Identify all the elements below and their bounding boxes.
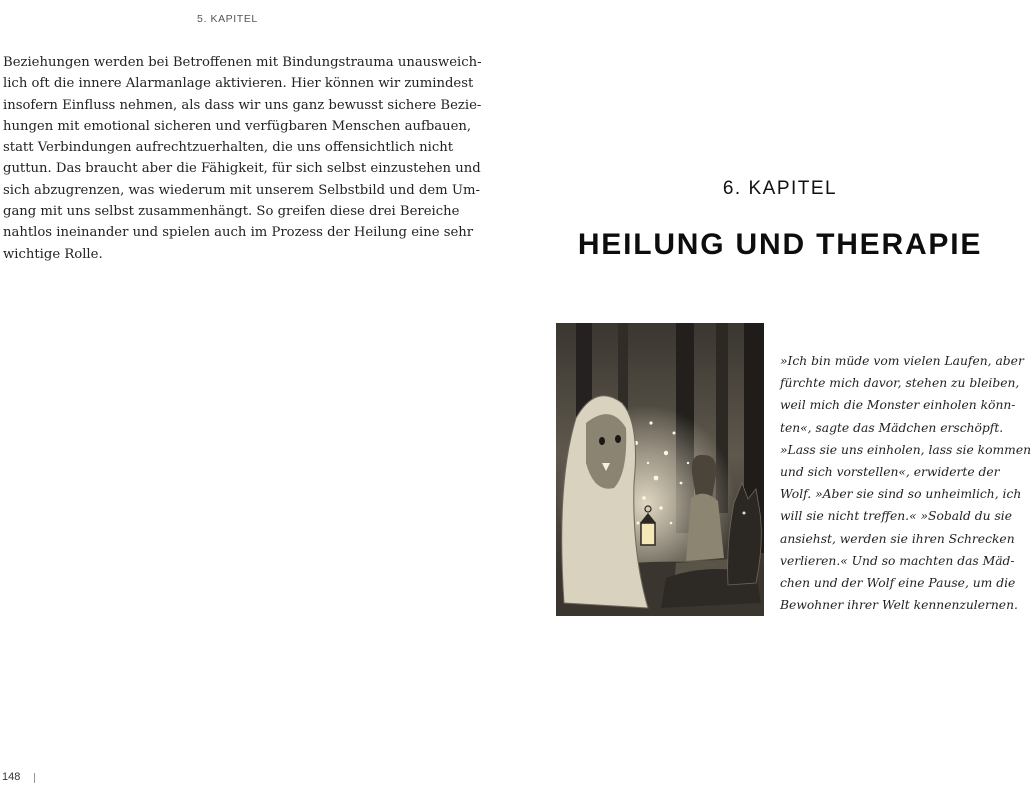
body-line: nahtlos ineinander und spielen auch im Prozess der Heilung eine sehr — [3, 225, 474, 241]
quote-line: Bewohner ihrer Welt kennenzulernen. — [780, 598, 1018, 613]
body-line: gang mit uns selbst zusammenhängt. So greifen diese drei Bereiche — [3, 204, 460, 220]
quote-line: verlieren.« Und so machten das Mäd- — [780, 553, 1015, 568]
quote-line: »Lass sie uns einholen, lass sie kommen — [780, 442, 1031, 457]
quote-line: Wolf. »Aber sie sind so unheimlich, ich — [780, 487, 1022, 502]
quote-line: weil mich die Monster einholen könn- — [780, 398, 1016, 413]
quote-line: ansiehst, werden sie ihren Schrecken — [780, 531, 1015, 546]
body-line: Beziehungen werden bei Betroffenen mit Bindungstrauma unausweich- — [3, 55, 482, 70]
chapter-label: 6. KAPITEL — [722, 178, 838, 199]
quote-line: will sie nicht treffen.« »Sobald du sie — [780, 509, 1013, 524]
quote-line: fürchte mich davor, stehen zu bleiben, — [780, 376, 1020, 391]
quote-line: ten«, sagte das Mädchen erschöpft. — [780, 420, 1004, 435]
body-line: statt Verbindungen aufrechtzuerhalten, die uns offensichtlich nicht — [3, 140, 454, 156]
running-head: 5. KAPITEL — [197, 13, 258, 25]
page-number-divider — [34, 773, 35, 783]
quote-text — [780, 350, 1031, 616]
chapter-illustration — [556, 323, 764, 616]
body-line: lich oft die innere Alarmanlage aktivieren. Hier können wir zumindest — [3, 76, 474, 92]
body-line: wichtige Rolle. — [3, 246, 103, 262]
body-line: hungen mit emotional sicheren und verfügbaren Menschen aufbauen, — [3, 118, 472, 134]
page-number: 148 — [2, 771, 21, 783]
quote-line: und sich vorstellen«, erwiderte der — [780, 465, 1000, 480]
chapter-title: HEILUNG UND THERAPIE — [577, 228, 983, 261]
body-line: insofern Einfluss nehmen, als dass wir uns ganz bewusst sichere Bezie- — [3, 97, 482, 113]
quote-line: »Ich bin müde vom vielen Laufen, aber — [780, 354, 1024, 368]
body-text — [3, 52, 482, 265]
body-line: sich abzugrenzen, was wiederum mit unserem Selbstbild und dem Um- — [3, 182, 480, 198]
quote-line: chen und der Wolf eine Pause, um die — [780, 576, 1016, 591]
body-line: guttun. Das braucht aber die Fähigkeit, für sich selbst einzustehen und — [3, 161, 481, 177]
